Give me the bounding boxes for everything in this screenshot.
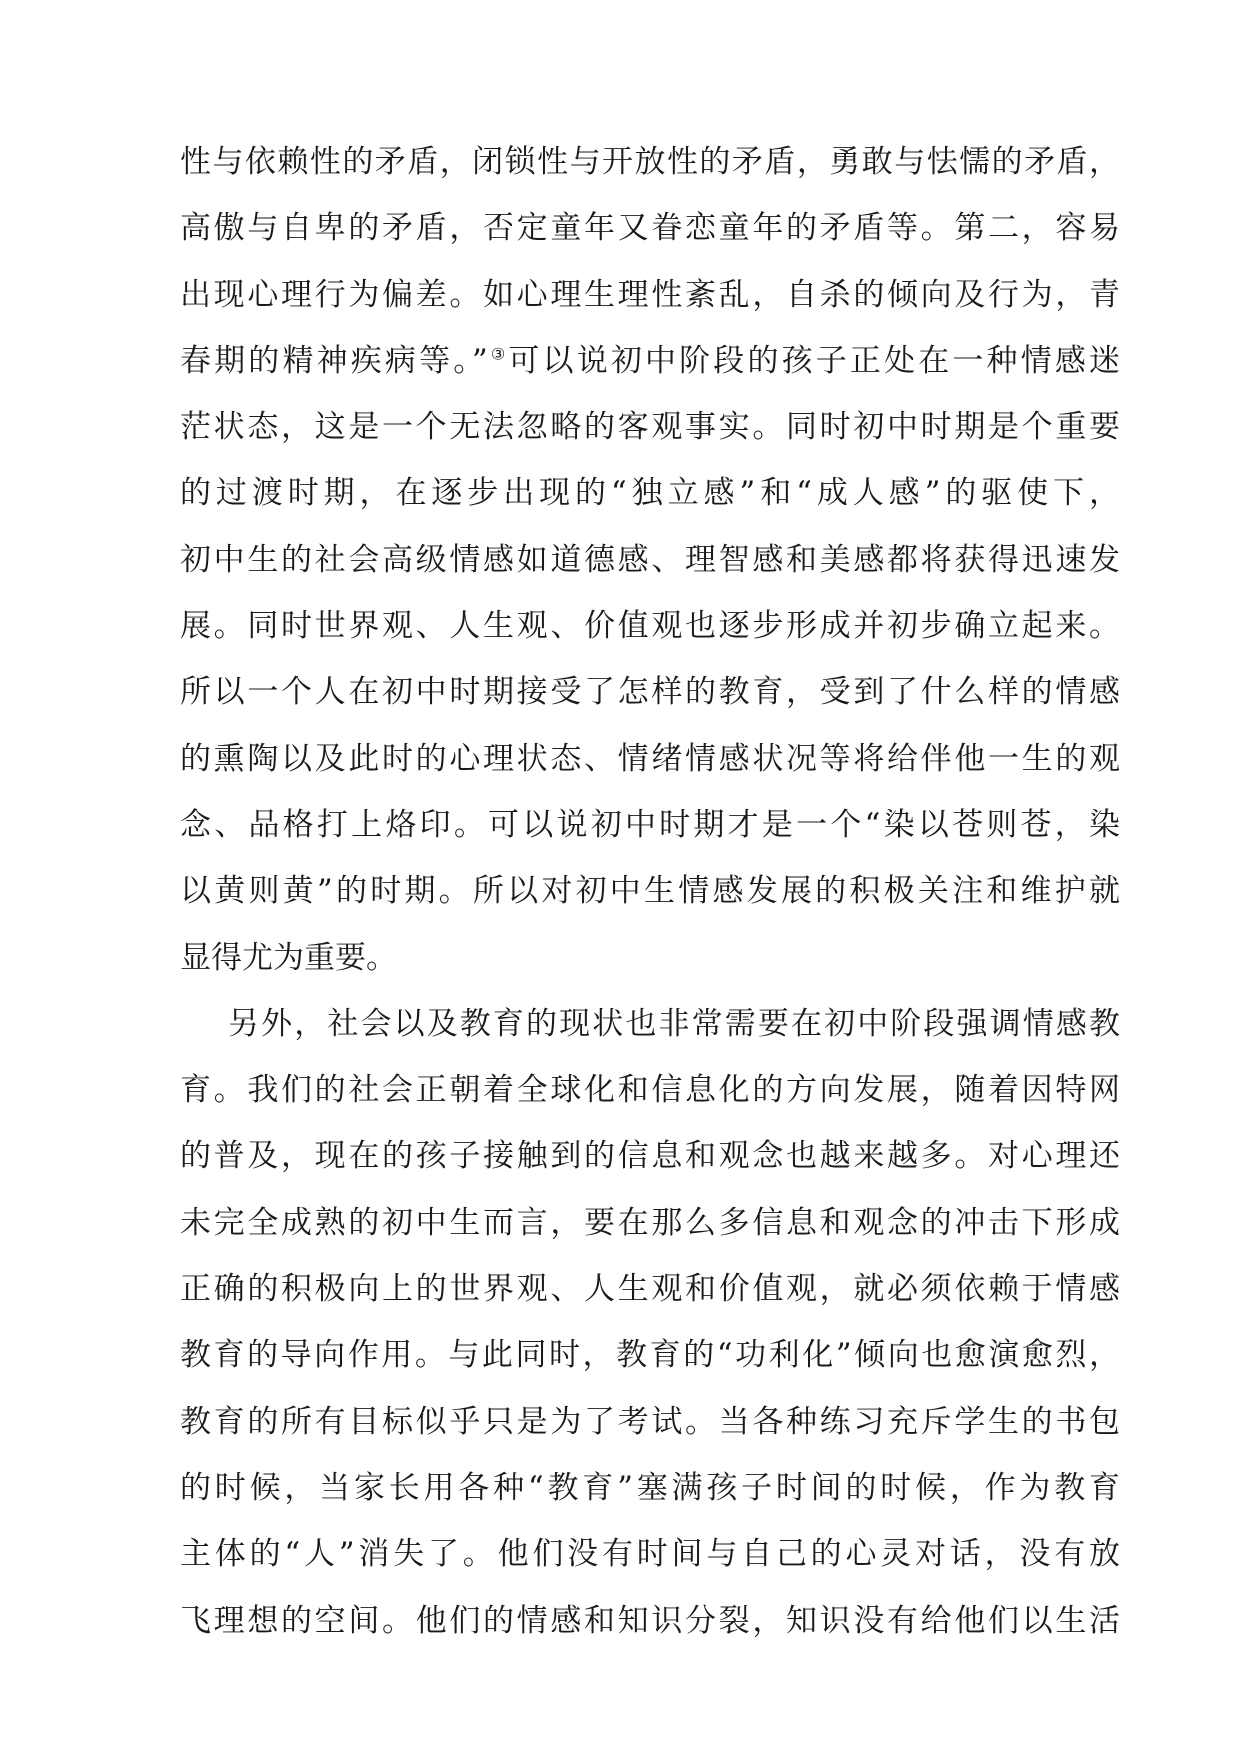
body-text [180, 129, 1120, 1654]
text-line: 教育的所有目标似乎只是为了考试。当各种练习充斥学生的书包 [180, 1403, 1120, 1440]
text-line: 教育的导向作用。与此同时，教育的“功利化”倾向也愈演愈烈， [180, 1337, 1120, 1374]
text-line: 飞理想的空间。他们的情感和知识分裂，知识没有给他们以生活 [180, 1602, 1120, 1639]
text-line: 未完全成熟的初中生而言，要在那么多信息和观念的冲击下形成 [180, 1204, 1120, 1241]
text-line [180, 328, 1120, 394]
text-line: 的熏陶以及此时的心理状态、情绪情感状况等将给伴他一生的观 [180, 740, 1120, 777]
text-line: 的普及，现在的孩子接触到的信息和观念也越来越多。对心理还 [180, 1138, 1120, 1175]
text-line: 的过渡时期，在逐步出现的“独立感”和“成人感”的驱使下， [180, 475, 1120, 512]
text-line: 以黄则黄”的时期。所以对初中生情感发展的积极关注和维护就 [180, 873, 1120, 910]
text-line: 主体的“人”消失了。他们没有时间与自己的心灵对话，没有放 [180, 1536, 1120, 1573]
text-line: 的时候，当家长用各种“教育”塞满孩子时间的时候，作为教育 [180, 1469, 1120, 1506]
paragraph-start-line: 另外，社会以及教育的现状也非常需要在初中阶段强调情感教 [228, 1005, 1120, 1042]
text-line: 正确的积极向上的世界观、人生观和价值观，就必须依赖于情感 [180, 1271, 1120, 1308]
text-line: 初中生的社会高级情感如道德感、理智感和美感都将获得迅速发 [180, 541, 1120, 578]
text-segment: 可以说初中阶段的孩子正处在一种情感迷 [508, 342, 1120, 379]
text-line: 显得尤为重要。 [180, 939, 397, 976]
text-line: 性与依赖性的矛盾，闭锁性与开放性的矛盾，勇敢与怯懦的矛盾， [180, 144, 1120, 180]
text-line: 茫状态，这是一个无法忽略的客观事实。同时初中时期是个重要 [180, 409, 1120, 446]
footnote-marker: ③ [487, 344, 509, 364]
text-line: 念、品格打上烙印。可以说初中时期才是一个“染以苍则苍，染 [180, 806, 1120, 843]
text-line: 展。同时世界观、人生观、价值观也逐步形成并初步确立起来。 [180, 608, 1120, 645]
text-segment: 春期的精神疾病等。” [180, 342, 488, 379]
text-line: 出现心理行为偏差。如心理生理性紊乱，自杀的倾向及行为，青 [180, 276, 1120, 313]
text-line: 育。我们的社会正朝着全球化和信息化的方向发展，随着因特网 [180, 1072, 1120, 1109]
text-line: 所以一个人在初中时期接受了怎样的教育，受到了什么样的情感 [180, 674, 1120, 711]
text-line: 高傲与自卑的矛盾，否定童年又眷恋童年的矛盾等。第二，容易 [180, 210, 1120, 247]
